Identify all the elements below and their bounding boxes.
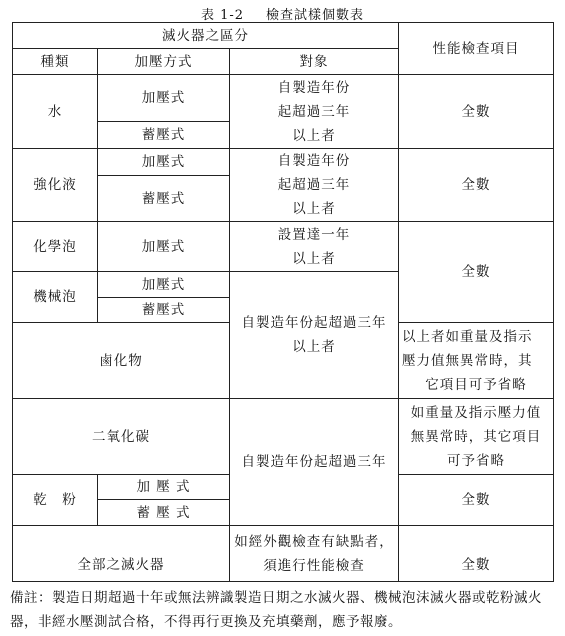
items-co2-line-2: 無異常時，其它項目 bbox=[410, 428, 542, 445]
items-halide-line-3: 它項目可予省略 bbox=[425, 376, 527, 393]
target-mechfoam-line-2: 以上者 bbox=[292, 339, 336, 355]
target-strong-line-2: 起超過三年 bbox=[277, 177, 351, 193]
items-water: 全數 bbox=[399, 75, 554, 149]
method-mechfoam-stored: 蓄壓式 bbox=[98, 298, 230, 323]
kind-dry-powder: 乾 粉 bbox=[13, 475, 98, 526]
target-all bbox=[230, 526, 399, 582]
table-caption bbox=[0, 4, 565, 23]
method-water-stored: 蓄壓式 bbox=[98, 122, 230, 149]
items-drypowder: 全數 bbox=[399, 475, 554, 526]
items-halide-line-2: 壓力值無異常時，其 bbox=[402, 352, 533, 369]
target-co2-drypowder: 自製造年份起超過三年 bbox=[230, 399, 399, 526]
method-strong-pressurized: 加壓式 bbox=[98, 149, 230, 176]
target-all-line-2: 須進行性能檢查 bbox=[263, 557, 365, 574]
kind-chemical-foam: 化學泡 bbox=[13, 222, 98, 272]
target-chemfoam bbox=[230, 222, 399, 272]
items-co2-line-1: 如重量及指示壓力值 bbox=[410, 404, 542, 421]
items-strong: 全數 bbox=[399, 149, 554, 222]
target-mechfoam-line-1: 自製造年份起超過三年 bbox=[241, 315, 387, 331]
table-number: 表 1-2 bbox=[200, 8, 245, 23]
kind-mechanical-foam: 機械泡 bbox=[13, 272, 98, 323]
method-drypowder-pressurized: 加 壓 式 bbox=[98, 475, 230, 500]
inspection-sample-table bbox=[12, 22, 554, 582]
kind-all-extinguishers: 全部之滅火器 bbox=[13, 526, 230, 582]
kind-co2: 二氧化碳 bbox=[13, 399, 230, 475]
target-water-line-1: 自製造年份 bbox=[277, 79, 351, 96]
target-chemfoam-line-1: 設置達一年 bbox=[277, 226, 351, 243]
items-co2-line-3: 可予省略 bbox=[447, 452, 506, 469]
target-mechfoam-halide bbox=[230, 272, 399, 399]
target-strong bbox=[230, 149, 399, 222]
target-water-line-3: 以上者 bbox=[292, 127, 336, 144]
table-footnote: 備註：製造日期超過十年或無法辨識製造日期之水滅火器、機械泡沫滅火器或乾粉滅火器，非經水壓測試合格，不得再行更換及充填藥劑，應予報廢。 bbox=[10, 590, 542, 630]
method-water-pressurized: 加壓式 bbox=[98, 75, 230, 122]
header-target: 對象 bbox=[230, 49, 399, 75]
items-halide bbox=[399, 323, 554, 399]
method-mechfoam-pressurized: 加壓式 bbox=[98, 272, 230, 298]
target-strong-line-3: 以上者 bbox=[292, 201, 336, 217]
header-items: 性能檢查項目 bbox=[399, 23, 554, 75]
kind-strong-liquid: 強化液 bbox=[13, 149, 98, 222]
target-water-line-2: 起超過三年 bbox=[277, 103, 351, 120]
method-strong-stored: 蓄壓式 bbox=[98, 176, 230, 222]
method-drypowder-stored: 蓄 壓 式 bbox=[98, 500, 230, 526]
target-all-line-1: 如經外觀檢查有缺點者， bbox=[234, 533, 394, 550]
target-chemfoam-line-2: 以上者 bbox=[292, 250, 336, 267]
header-method: 加壓方式 bbox=[98, 49, 230, 75]
items-all: 全數 bbox=[399, 526, 554, 582]
kind-halide: 鹵化物 bbox=[13, 323, 230, 399]
kind-water: 水 bbox=[13, 75, 98, 149]
method-chemfoam-pressurized: 加壓式 bbox=[98, 222, 230, 272]
header-kind: 種類 bbox=[13, 49, 98, 75]
table-title: 檢查試樣個數表 bbox=[266, 8, 365, 23]
target-water bbox=[230, 75, 399, 149]
items-co2 bbox=[399, 399, 554, 475]
header-group: 滅火器之區分 bbox=[13, 23, 399, 49]
items-chemfoam-mechfoam: 全數 bbox=[399, 222, 554, 323]
target-strong-line-1: 自製造年份 bbox=[277, 153, 351, 169]
items-halide-line-1: 以上者如重量及指示 bbox=[402, 328, 533, 345]
